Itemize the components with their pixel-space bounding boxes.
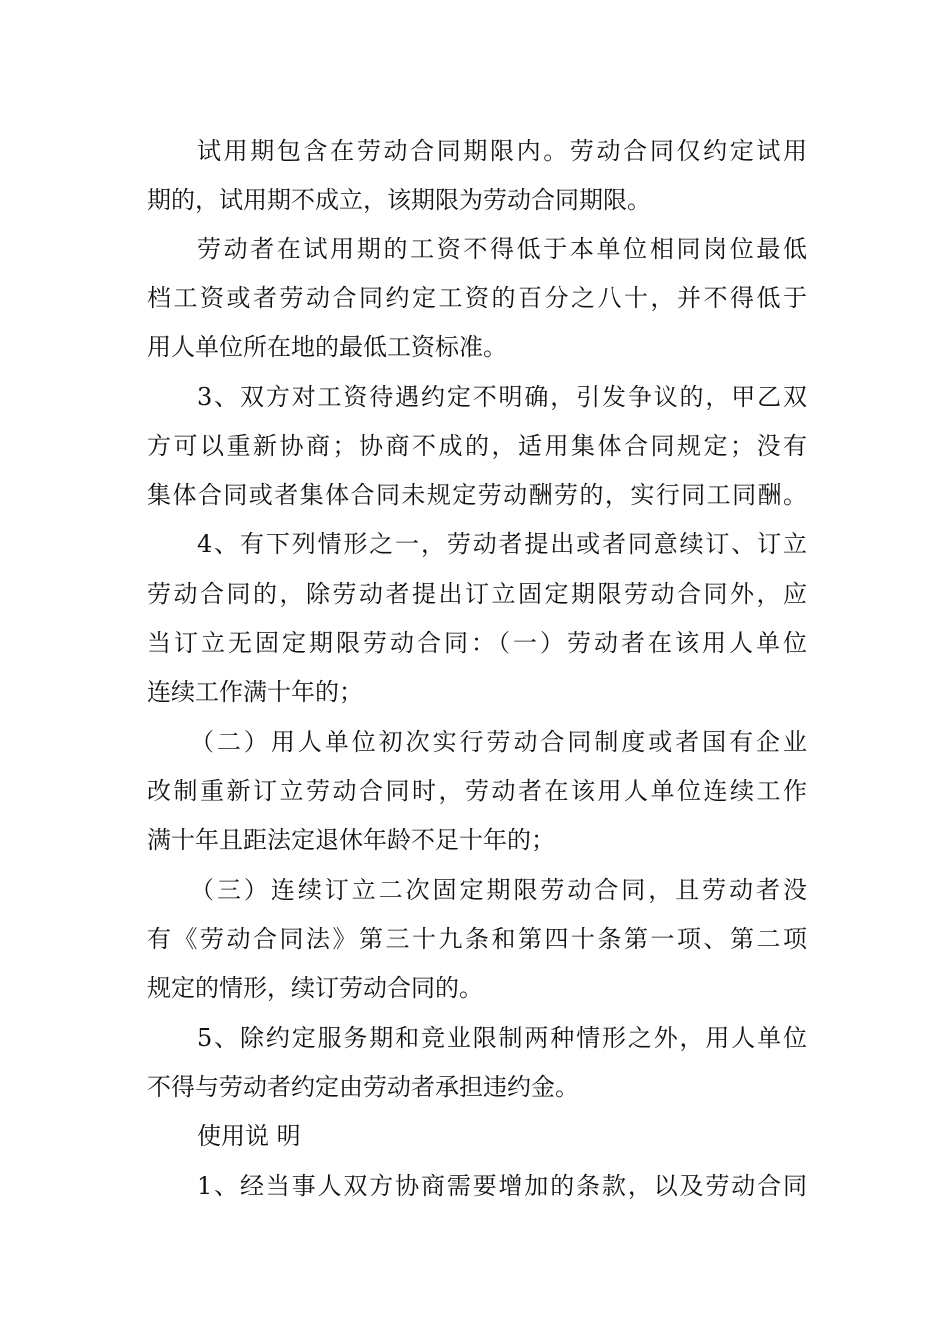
paragraph-line: 满十年且距法定退休年龄不足十年的； [147,826,555,854]
paragraph-line: 当订立无固定期限劳动合同：（一）劳动者在该用人单位 [147,629,807,657]
paragraph-line: 规定的情形，续订劳动合同的。 [147,974,483,1002]
section-heading: 使用说 明 [197,1122,301,1150]
paragraph-line: 用人单位所在地的最低工资标准。 [147,333,507,361]
paragraph-line: 4、有下列情形之一，劳动者提出或者同意续订、订立 [197,530,807,558]
paragraph-line: 不得与劳动者约定由劳动者承担违约金。 [147,1073,579,1101]
paragraph-line: 5、除约定服务期和竞业限制两种情形之外，用人单位 [197,1024,807,1052]
paragraph-line: 3、双方对工资待遇约定不明确，引发争议的，甲乙双 [197,383,807,411]
paragraph-line: 集体合同或者集体合同未规定劳动酬劳的，实行同工同酬。 [147,481,807,509]
paragraph-line: 有《劳动合同法》第三十九条和第四十条第一项、第二项 [147,925,807,953]
paragraph-line: 劳动合同的，除劳动者提出订立固定期限劳动合同外，应 [147,580,807,608]
paragraph-line: 1、经当事人双方协商需要增加的条款，以及劳动合同 [197,1172,807,1200]
paragraph-line: 档工资或者劳动合同约定工资的百分之八十，并不得低于 [147,284,807,312]
paragraph-line: 连续工作满十年的； [147,678,363,706]
paragraph-line: 改制重新订立劳动合同时，劳动者在该用人单位连续工作 [147,777,807,805]
paragraph-line: （三）连续订立二次固定期限劳动合同，且劳动者没 [190,876,807,904]
paragraph-line: 试用期包含在劳动合同期限内。劳动合同仅约定试用 [197,137,807,165]
paragraph-line: （二）用人单位初次实行劳动合同制度或者国有企业 [190,728,807,756]
paragraph-line: 劳动者在试用期的工资不得低于本单位相同岗位最低 [197,235,807,263]
paragraph-line: 方可以重新协商；协商不成的，适用集体合同规定；没有 [147,432,807,460]
paragraph-line: 期的，试用期不成立，该期限为劳动合同期限。 [147,186,651,214]
